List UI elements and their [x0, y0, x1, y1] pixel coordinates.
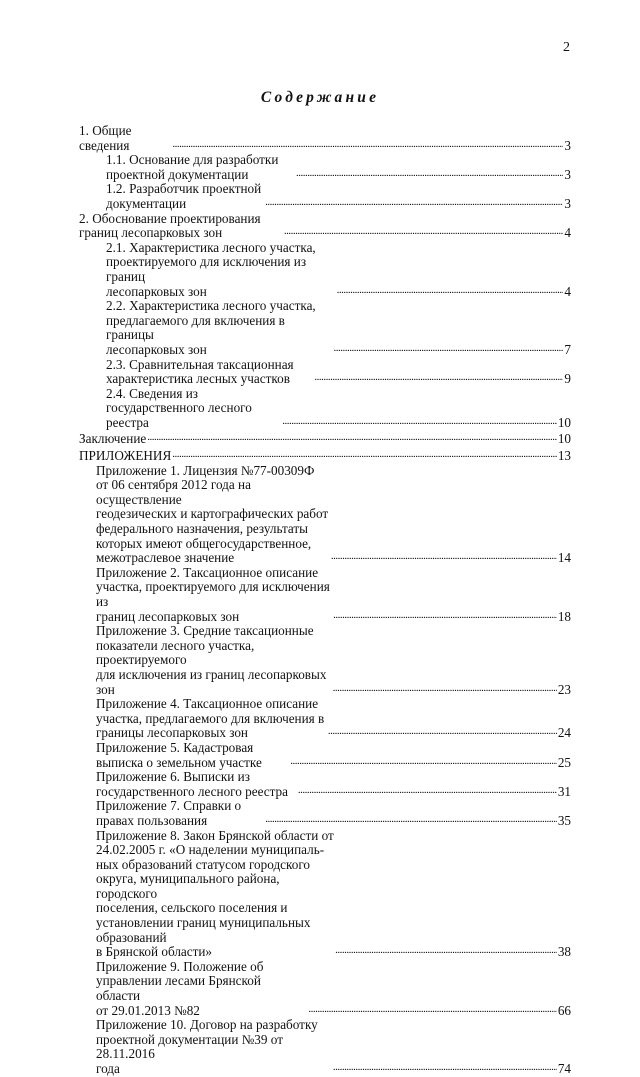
toc-entry	[79, 182, 571, 211]
toc-leader-dots	[328, 724, 557, 739]
toc-entry	[79, 697, 571, 741]
toc-leader-dots	[296, 166, 563, 181]
toc-entry-text: 2.2. Характеристика лесного участка, предлагаемого для включения в границы лесопарковых зон	[106, 298, 316, 357]
toc-leader-dots	[333, 1060, 557, 1075]
toc-leader-dots	[308, 1002, 556, 1017]
table-of-contents	[79, 124, 571, 1077]
toc-entry-page: 3	[564, 137, 571, 153]
toc-entry	[79, 770, 571, 799]
toc-leader-dots	[265, 195, 563, 210]
toc-entry-page: 35	[557, 812, 571, 828]
toc-leader-dots	[284, 224, 564, 239]
toc-entry-text: Заключение	[79, 431, 147, 447]
toc-entry	[79, 358, 571, 387]
toc-entry-text: Приложение 5. Кадастровая выписка о земельном участке	[96, 739, 262, 770]
toc-entry-text: Приложение 1. Лицензия №77-00309Ф от 06 сентября 2012 года на осуществление геодезических и картографических работ федерального назначения, результаты которых имеют общегосударственное, межотраслевое значение	[96, 462, 329, 566]
toc-entry	[79, 430, 571, 447]
toc-entry-text: Приложение 2. Таксационное описание участка, проектируемого для исключения из границ лесопарковых зон	[96, 564, 330, 624]
toc-entry	[79, 566, 571, 624]
toc-entry-page: 10	[557, 431, 571, 447]
toc-entry	[79, 387, 571, 431]
toc-entry-text: Приложение 6. Выписки из государственного лесного реестра	[96, 769, 288, 799]
toc-entry-text: 1.1. Основание для разработки проектной документации	[106, 152, 279, 182]
toc-entry-text: Приложение 8. Закон Брянской области от 24.02.2005 г. «О наделении муниципаль- ных образований статусом городского округа, муниципального района, городского поселения, сельского поселения и установлении границ муниципальных образований в Брянской области»	[96, 827, 334, 960]
toc-leader-dots	[333, 341, 563, 356]
toc-entry-page: 23	[557, 681, 571, 697]
toc-entry-text: 2. Обоснование проектирования границ лесопарковых зон	[79, 210, 261, 241]
toc-entry	[79, 1018, 571, 1076]
toc-leader-dots	[290, 754, 557, 769]
toc-title: Содержание	[260, 89, 380, 106]
toc-entry-text: Приложение 3. Средние таксационные показатели лесного участка, проектируемого для исключения из границ лесопарковых зон	[96, 623, 327, 697]
toc-entry-page: 66	[557, 1002, 571, 1018]
toc-entry-text: 1. Общие сведения	[79, 123, 132, 153]
toc-leader-dots	[331, 549, 557, 564]
toc-entry-page: 3	[564, 195, 571, 211]
toc-entry-page: 38	[557, 944, 571, 960]
toc-entry-text: Приложение 7. Справки о правах пользования	[96, 798, 242, 828]
toc-entry-text: Приложение 4. Таксационное описание участка, предлагаемого для включения в границы лесопарковых зон	[96, 696, 325, 741]
toc-leader-dots	[172, 447, 557, 462]
toc-leader-dots	[333, 681, 557, 696]
toc-entry-page: 4	[564, 283, 571, 299]
toc-entry	[79, 741, 571, 770]
toc-leader-dots	[147, 430, 557, 445]
toc-entry-text: ПРИЛОЖЕНИЯ	[79, 448, 172, 464]
toc-entry-text: Приложение 10. Договор на разработку проектной документации №39 от 28.11.2016 года	[96, 1017, 318, 1076]
toc-entry-page: 4	[564, 225, 571, 241]
toc-entry-page: 25	[557, 754, 571, 770]
toc-entry	[79, 299, 571, 357]
toc-entry-text: 1.2. Разработчик проектной документации	[106, 181, 262, 211]
toc-entry	[79, 241, 571, 299]
toc-leader-dots	[333, 608, 557, 623]
toc-entry	[79, 153, 571, 182]
toc-entry-page: 31	[557, 783, 571, 799]
toc-entry	[79, 829, 571, 960]
toc-entry	[79, 960, 571, 1018]
toc-entry	[79, 799, 571, 828]
toc-entry-text: 2.3. Сравнительная таксационная характеристика лесных участков	[106, 356, 294, 387]
toc-entry	[79, 212, 571, 241]
toc-entry-page: 24	[557, 725, 571, 741]
toc-leader-dots	[337, 283, 564, 298]
toc-leader-dots	[298, 783, 557, 798]
toc-entry	[79, 124, 571, 153]
toc-entry-page: 3	[564, 166, 571, 182]
toc-entry-text: 2.1. Характеристика лесного участка, проектируемого для исключения из границ лесопарковых зон	[106, 239, 316, 299]
toc-entry-page: 14	[557, 550, 571, 566]
toc-leader-dots	[172, 137, 563, 152]
toc-entry-page: 18	[557, 608, 571, 624]
toc-leader-dots	[282, 414, 557, 429]
toc-entry-page: 9	[564, 371, 571, 387]
toc-entry-text: Приложение 9. Положение об управлении лесами Брянской области от 29.01.2013 №82	[96, 958, 264, 1018]
toc-entry	[79, 464, 571, 566]
page-number: 2	[563, 40, 570, 55]
toc-leader-dots	[335, 943, 557, 958]
toc-entry-text: 2.4. Сведения из государственного лесного реестра	[106, 385, 252, 430]
toc-entry-page: 13	[557, 448, 571, 464]
toc-entry	[79, 447, 571, 464]
toc-entry-page: 7	[564, 341, 571, 357]
toc-leader-dots	[314, 370, 563, 385]
toc-leader-dots	[265, 812, 557, 827]
toc-entry-page: 10	[557, 414, 571, 430]
toc-entry-page: 74	[557, 1061, 571, 1076]
toc-entry	[79, 624, 571, 697]
